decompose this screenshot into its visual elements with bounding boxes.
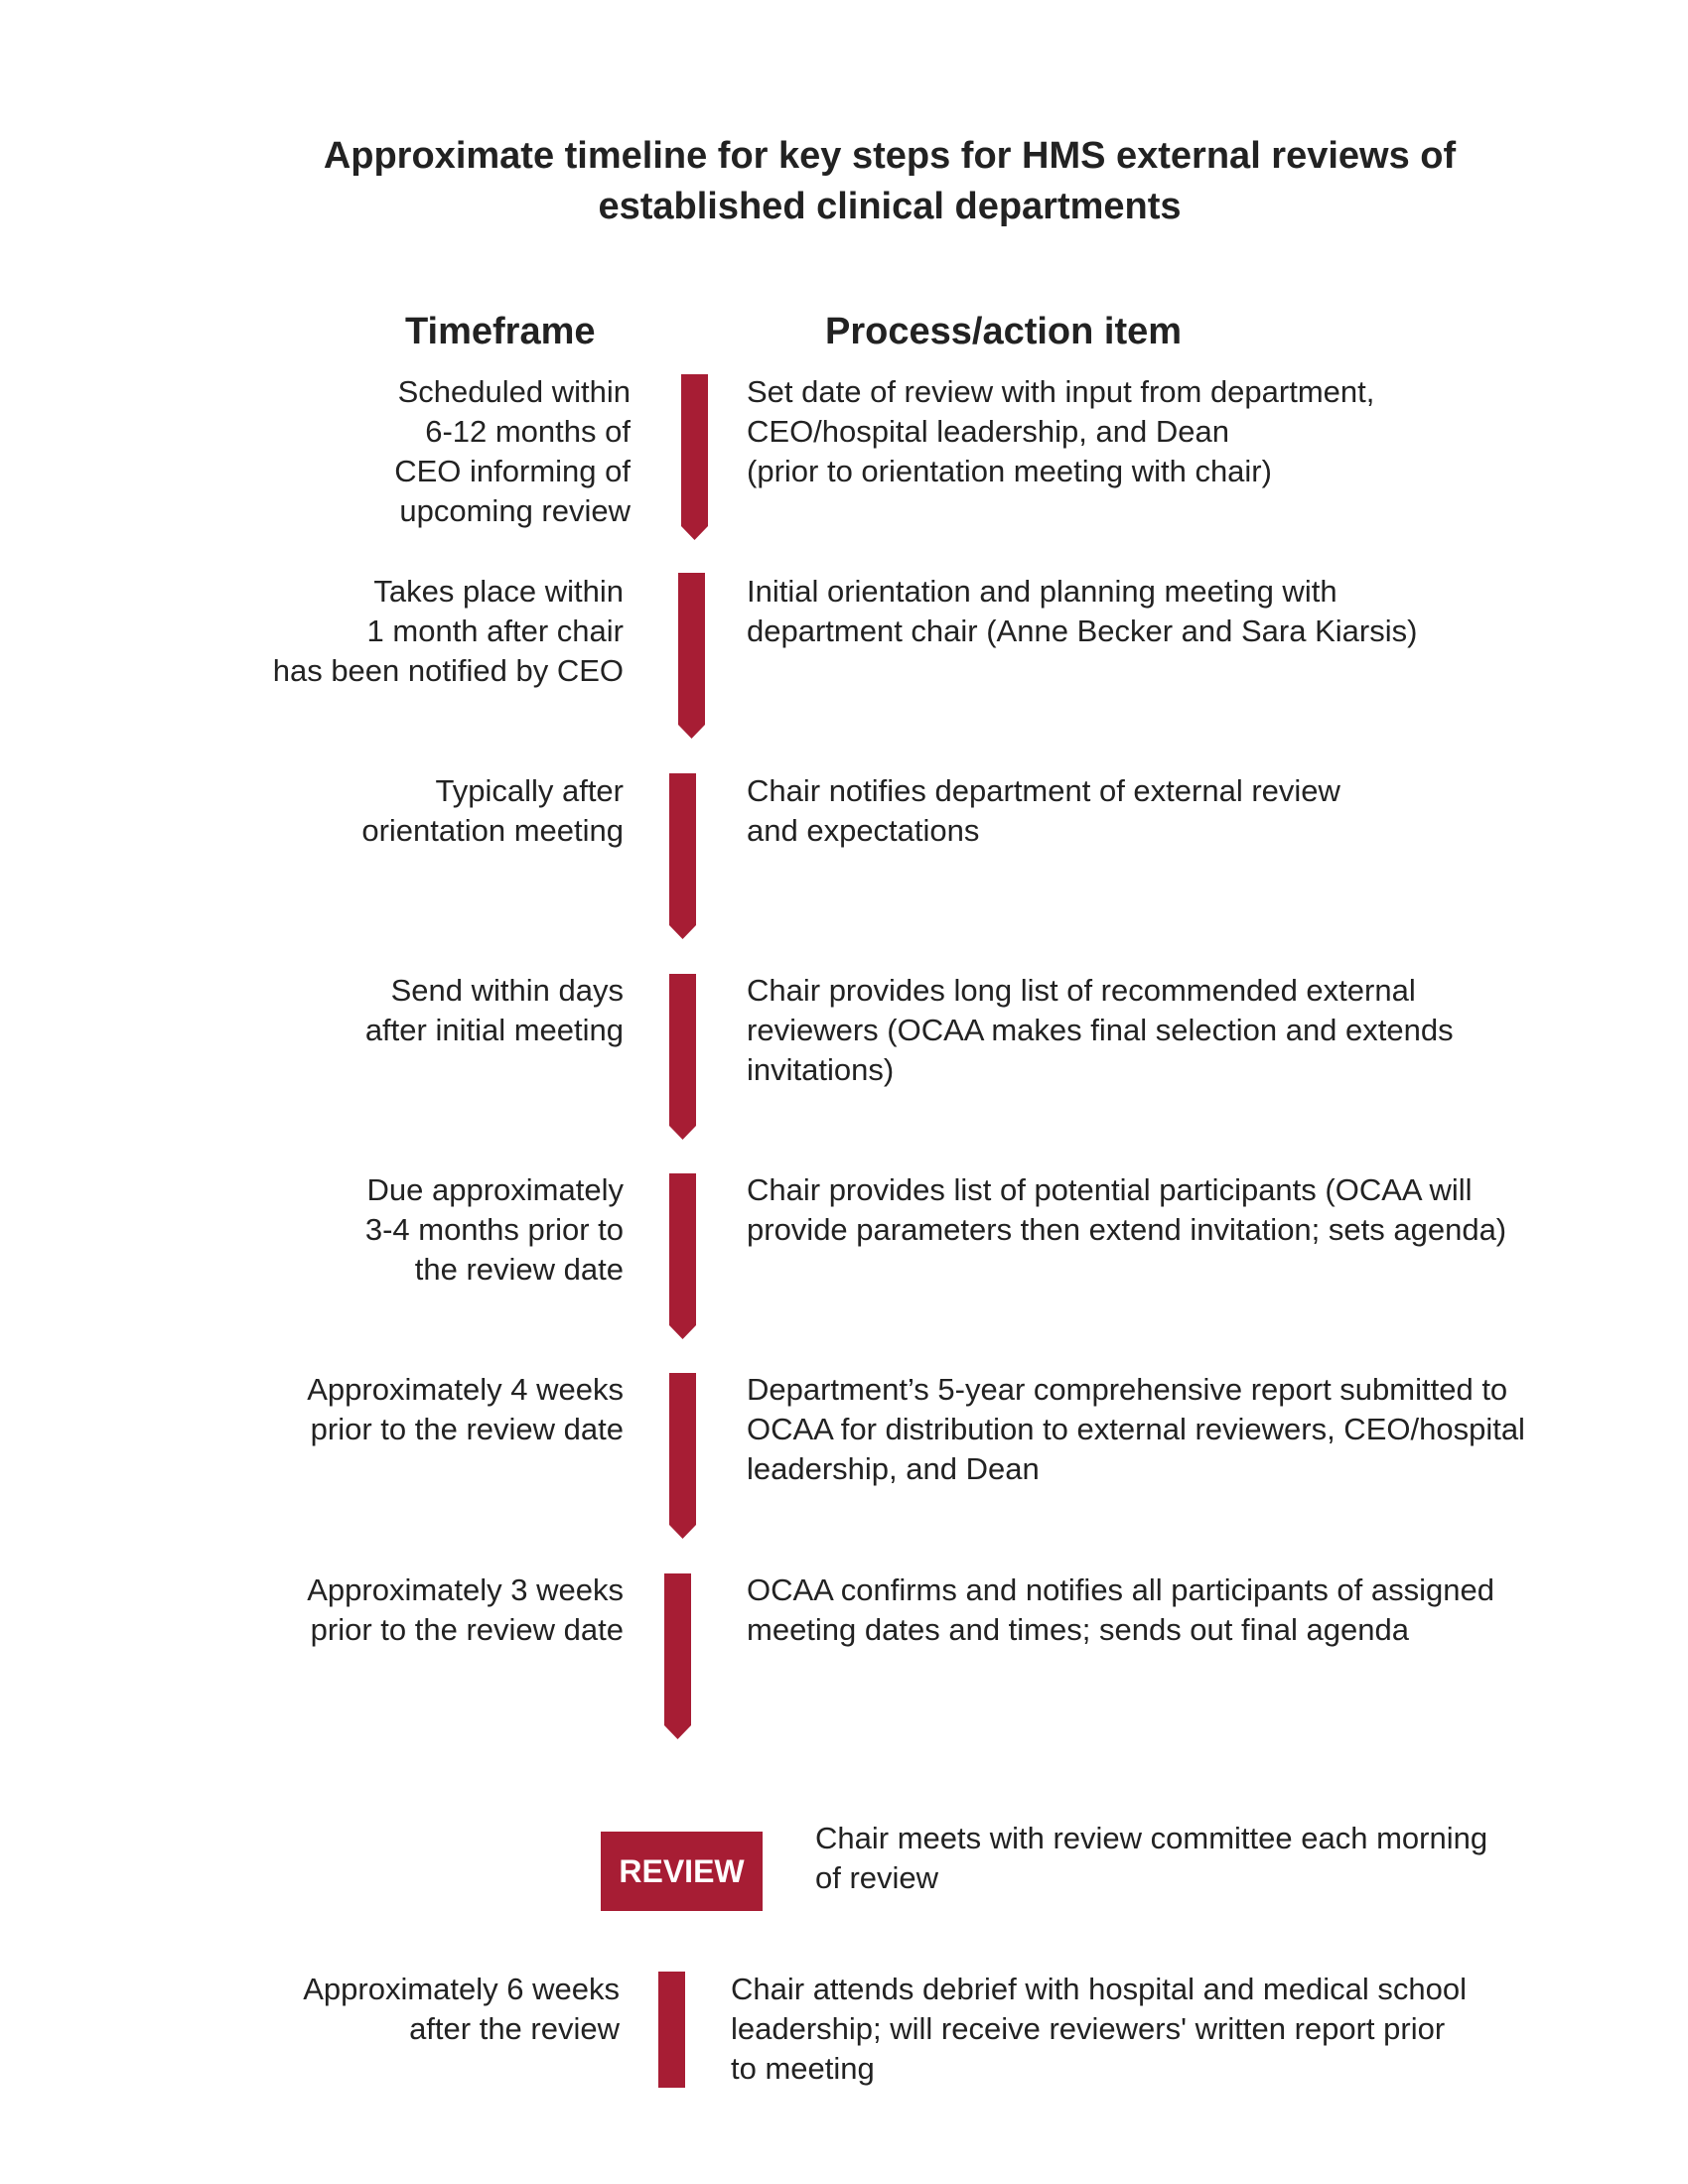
final-step-bar [658, 1972, 685, 2088]
step-3-action: Chair notifies department of external review and expectations [747, 773, 1340, 848]
step-4-arrow [669, 974, 696, 1140]
step-5-arrow [669, 1173, 696, 1339]
final-step-timeframe: Approximately 6 weeks after the review [303, 1972, 620, 2046]
step-6-action: Department’s 5-year comprehensive report submitted to OCAA for distribution to external reviewers, CEO/hospital leadership, and Dean [747, 1372, 1525, 1486]
step-6-timeframe: Approximately 4 weeks prior to the review date [307, 1372, 624, 1446]
step-3-arrow [669, 773, 696, 939]
review-badge: REVIEW [601, 1832, 763, 1911]
review-action: Chair meets with review committee each morning of review [815, 1821, 1488, 1895]
final-step-action: Chair attends debrief with hospital and medical school leadership; will receive reviewers' written report prior to meeting [731, 1972, 1467, 2086]
step-7-action: OCAA confirms and notifies all participants of assigned meeting dates and times; sends out final agenda [747, 1572, 1494, 1647]
step-6-arrow [669, 1373, 696, 1539]
step-1-timeframe: Scheduled within 6-12 months of CEO informing of upcoming review [394, 374, 631, 528]
step-4-action: Chair provides long list of recommended external reviewers (OCAA makes final selection and extends invitations) [747, 973, 1454, 1087]
step-2-arrow [678, 573, 705, 739]
step-5-timeframe: Due approximately 3-4 months prior to the review date [364, 1172, 624, 1287]
step-1-action: Set date of review with input from department, CEO/hospital leadership, and Dean (prior to orientation meeting with chair) [747, 374, 1375, 488]
step-7-timeframe: Approximately 3 weeks prior to the review date [307, 1572, 624, 1647]
step-3-timeframe: Typically after orientation meeting [361, 773, 624, 848]
timeframe-column-header: Timeframe [405, 311, 596, 352]
page-title-line-2: established clinical departments [598, 186, 1182, 227]
process-column-header: Process/action item [825, 311, 1183, 352]
page-title-line-1: Approximate timeline for key steps for HMS external reviews of [323, 135, 1457, 177]
page-title [0, 131, 1688, 232]
step-2-action: Initial orientation and planning meeting with department chair (Anne Becker and Sara Kiarsis) [747, 574, 1418, 648]
step-4-timeframe: Send within days after initial meeting [364, 973, 624, 1047]
step-2-timeframe: Takes place within 1 month after chair has been notified by CEO [272, 574, 624, 688]
step-1-arrow [681, 374, 708, 540]
step-7-arrow [664, 1573, 691, 1739]
step-5-action: Chair provides list of potential participants (OCAA will provide parameters then extend invitation; sets agenda) [747, 1172, 1507, 1247]
